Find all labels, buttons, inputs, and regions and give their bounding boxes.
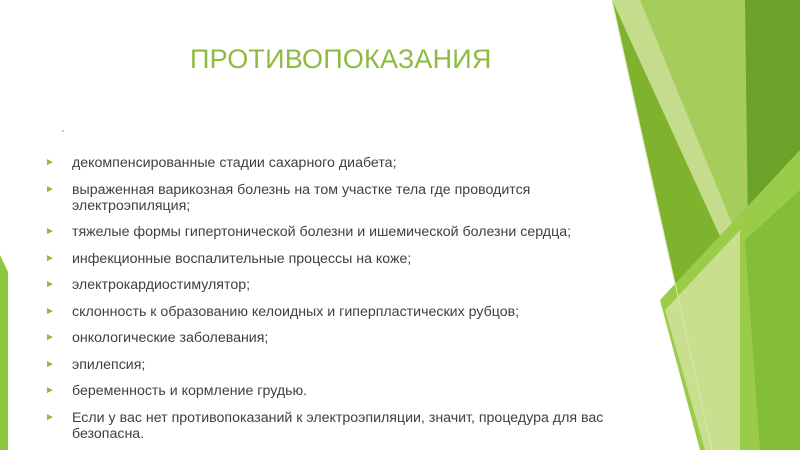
list-item: [45, 155, 605, 171]
arrowhead-bullet-icon: ►: [45, 279, 55, 290]
list-item-text: декомпенсированные стадии сахарного диабета;: [72, 155, 397, 171]
arrowhead-bullet-icon: ►: [45, 385, 55, 396]
arrowhead-bullet-icon: ►: [45, 157, 55, 168]
left-green-stripe: [0, 255, 8, 450]
list-item: [45, 251, 605, 267]
list-item-text: тяжелые формы гипертонической болезни и ишемической болезни сердца;: [72, 224, 572, 240]
arrowhead-bullet-icon: ►: [45, 332, 55, 343]
stray-dot: [62, 130, 64, 132]
slide-title: ПРОТИВОПОКАЗАНИЯ: [190, 44, 492, 74]
arrowhead-bullet-icon: ►: [45, 305, 55, 317]
list-item: [45, 304, 605, 320]
list-item: [45, 330, 605, 346]
list-item: [45, 224, 605, 240]
list-item: [45, 277, 605, 293]
list-item: [45, 410, 605, 442]
arrowhead-bullet-icon: ►: [45, 252, 55, 264]
list-item-text: онкологические заболевания;: [72, 330, 269, 346]
arrowhead-bullet-icon: ►: [45, 226, 55, 237]
list-item-text: склонность к образованию келоидных и гиперпластических рубцов;: [72, 303, 520, 320]
list-item-text: беременность и кормление грудью.: [72, 383, 308, 399]
list-item: [45, 383, 605, 399]
list-item-text: выраженная варикозная болезнь на том участке тела где проводится электроэпиляция;: [72, 181, 531, 214]
list-item-text: электрокардиостимулятор;: [72, 277, 251, 293]
arrowhead-bullet-icon: ►: [45, 358, 55, 370]
contraindications-list: [45, 155, 605, 450]
arrowhead-bullet-icon: ►: [45, 411, 55, 423]
list-item-text: инфекционные воспалительные процессы на коже;: [72, 250, 412, 267]
list-item: [45, 357, 605, 373]
list-item-text: эпилепсия;: [72, 356, 146, 373]
list-item-text: Если у вас нет противопоказаний к электроэпиляции, значит, процедура для вас безопасна.: [72, 409, 604, 442]
list-item: [45, 182, 605, 214]
arrowhead-bullet-icon: ►: [45, 183, 55, 195]
